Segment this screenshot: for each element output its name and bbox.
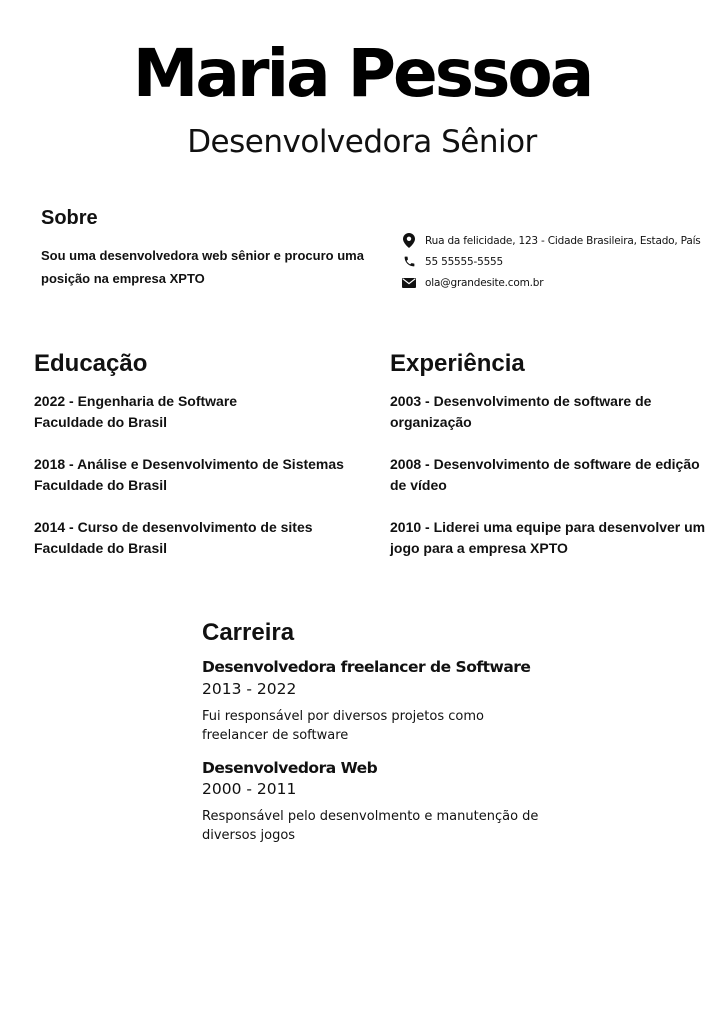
education-institution: Faculdade do Brasil [34,540,168,556]
career-list [202,658,622,859]
contact-email-row [401,272,721,293]
experience-item: 2008 - Desenvolvimento de software de edição de vídeo [390,456,700,493]
education-list [34,391,364,580]
job-title: Desenvolvedora freelancer de Software [202,658,531,676]
experience-item: 2003 - Desenvolvimento de software de organização [390,393,652,430]
contact-address: Rua da felicidade, 123 - Cidade Brasileira, Estado, País [425,234,701,247]
job-period: 2013 - 2022 [202,679,297,698]
education-course: 2014 - Curso de desenvolvimento de sites [34,519,313,535]
experience-list [390,391,710,580]
career-heading: Carreira [202,619,295,646]
education-item [34,454,364,496]
about-heading: Sobre [41,207,98,229]
contact-phone: 55 55555-5555 [425,255,504,268]
job-role: Desenvolvedora Sênior [187,124,537,160]
job-title: Desenvolvedora Web [202,758,378,777]
job-description: Fui responsável por diversos projetos como freelancer de software [202,708,484,743]
job-period: 2000 - 2011 [202,780,297,799]
envelope-icon [401,275,417,291]
education-item [34,517,364,559]
location-pin-icon [401,233,417,249]
phone-icon [401,254,417,270]
about-text: Sou uma desenvolvedora web sênior e procuro uma posição na empresa XPTO [41,248,364,286]
contact-address-row [401,230,721,251]
career-job [202,658,622,745]
job-description: Responsável pelo desenvolmento e manutenção de diversos jogos [202,809,539,844]
contact-block [401,230,721,293]
education-course: 2022 - Engenharia de Software [34,393,238,409]
education-heading: Educação [34,350,148,377]
contact-phone-row [401,251,721,272]
person-name: Maria Pessoa [132,35,592,112]
education-institution: Faculdade do Brasil [34,414,168,430]
education-course: 2018 - Análise e Desenvolvimento de Sistemas [34,456,344,472]
experience-item: 2010 - Liderei uma equipe para desenvolver um jogo para a empresa XPTO [390,519,706,556]
contact-email: ola@grandesite.com.br [425,276,544,289]
experience-heading: Experiência [390,350,525,377]
education-institution: Faculdade do Brasil [34,477,168,493]
education-item [34,391,364,433]
career-job [202,759,622,846]
